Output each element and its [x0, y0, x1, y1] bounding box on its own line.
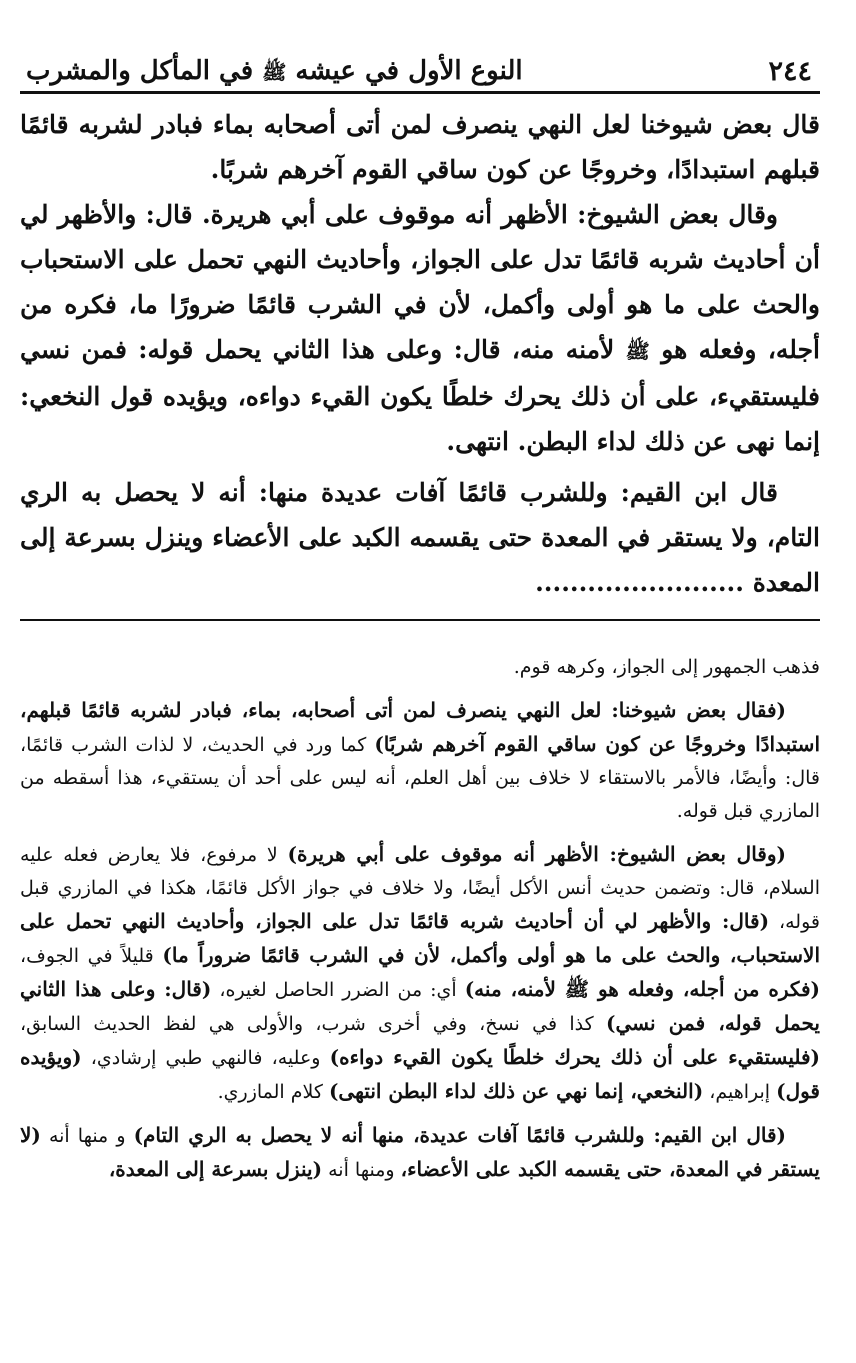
explanation-text: وعليه، فالنهي طبي إرشادي،	[90, 1047, 321, 1069]
explanation-text: كذا في نسخ، وفي أخرى شرب، والأولى هي لفظ الحديث السابق،	[20, 1013, 594, 1035]
quoted-text: (فقال بعض شيوخنا: لعل النهي ينصرف لمن أتى أصحابه، بماء، فبادر لشربه قائمًا قبلهم، استبدادًا وخروجًا عن كون ساقي القوم آخرهم شربًا)	[20, 698, 820, 756]
commentary-paragraph-3	[20, 838, 820, 1109]
explanation-text: و منها أنه	[48, 1125, 126, 1147]
footnote-separator	[20, 619, 820, 621]
running-title	[26, 54, 523, 89]
quoted-text: (قال: وعلى هذا الثاني يحمل قوله، فمن نسي)	[20, 977, 820, 1035]
explanation-text: إبراهيم،	[709, 1081, 771, 1103]
commentary-paragraph-2	[20, 694, 820, 828]
honorific-glyph: ﷺ	[625, 339, 650, 363]
main-text	[20, 102, 820, 605]
explanation-text: لا مرفوع، فلا يعارض فعله عليه السلام، قال: وتضمن حديث أنس الأكل أيضًا، ولا خلاف في جواز الأكل قائمًا، هكذا في المازري قبل قوله،	[20, 844, 820, 933]
main-paragraph-3	[20, 470, 820, 605]
continuation-dots: ........................	[535, 568, 744, 597]
main-paragraph-3-text: قال ابن القيم: وللشرب قائمًا آفات عديدة منها: أنه لا يحصل به الري التام، ولا يستقر في المعدة حتى يقسمه الكبد على الأعضاء وينزل بسرعة إلى المعدة	[20, 478, 820, 597]
quoted-text: (قال: والأظهر لي أن أحاديث شربه قائمًا تدل على الجواز، وأحاديث النهي تحمل على الاستحباب، والحث على ما هو أولى وأكمل، لأن في الشرب قائمًا ضروراً ما)	[20, 909, 821, 967]
explanation-text: كلام المازري.	[217, 1081, 323, 1103]
main-paragraph-2-part-b: لأمنه منه، قال: وعلى هذا الثاني يحمل قوله: فمن نسي فليستقيء، على أن ذلك يحرك خلطًا يكون القيء دواءه، ويؤيده قول النخعي: إنما نهى عن ذلك لداء البطن. انتهى.	[20, 335, 820, 456]
quoted-text: (النخعي، إنما نهي عن ذلك لداء البطن انتهى)	[328, 1079, 704, 1103]
commentary-paragraph-4	[20, 1119, 820, 1187]
explanation-text: قليلاً في الجوف،	[20, 945, 154, 967]
honorific-glyph: ﷺ	[262, 60, 287, 84]
quoted-text: (فكره من أجله، وفعله هو ﷺ لأمنه، منه)	[464, 977, 821, 1001]
quoted-text: (لا يستقر في المعدة، حتى يقسمه الكبد على الأعضاء،	[20, 1123, 820, 1181]
quoted-text: (ينزل بسرعة إلى المعدة،	[108, 1157, 323, 1181]
explanation-text: كما ورد في الحديث، لا لذات الشرب قائمًا، قال: وأيضًا، فالأمر بالاستقاء لا خلاف بين أهل العلم، أنه ليس على أحد أن يستقيء، هذا أسقطه من المازري قبل قوله.	[20, 734, 820, 822]
explanation-text: ومنها أنه	[328, 1159, 395, 1181]
quoted-text: (فليستقيء على أن ذلك يحرك خلطًا يكون القيء دواءه)	[329, 1045, 820, 1069]
quoted-text: (ويؤيده قول)	[20, 1045, 820, 1103]
page-header	[20, 54, 820, 94]
main-paragraph-2	[20, 192, 820, 464]
main-paragraph-2-part-a: وقال بعض الشيوخ: الأظهر أنه موقوف على أبي هريرة. قال: والأظهر لي أن أحاديث شربه قائمًا تدل على الجواز، وأحاديث النهي تحمل على الاستحباب والحث على ما هو أولى وأكمل، لأن في الشرب قائمًا ضرورًا ما، فكره من أجله، وفعله هو	[20, 200, 820, 364]
running-title-end: في المأكل والمشرب	[26, 56, 254, 86]
running-title-start: النوع الأول في عيشه	[295, 56, 523, 86]
quoted-text: (وقال بعض الشيوخ: الأظهر أنه موقوف على أبي هريرة)	[287, 842, 786, 866]
page-number: ٢٤٤	[768, 56, 812, 87]
commentary	[20, 651, 820, 1187]
quoted-text: (قال ابن القيم: وللشرب قائمًا آفات عديدة، منها أنه لا يحصل به الري التام)	[133, 1123, 786, 1147]
main-paragraph-1: قال بعض شيوخنا لعل النهي ينصرف لمن أتى أصحابه بماء فبادر لشربه قائمًا قبلهم استبدادًا، وخروجًا عن كون ساقي القوم آخرهم شربًا.	[20, 110, 820, 184]
commentary-paragraph-1: فذهب الجمهور إلى الجواز، وكرهه قوم.	[513, 656, 820, 678]
explanation-text: أي: من الضرر الحاصل لغيره،	[219, 979, 457, 1001]
